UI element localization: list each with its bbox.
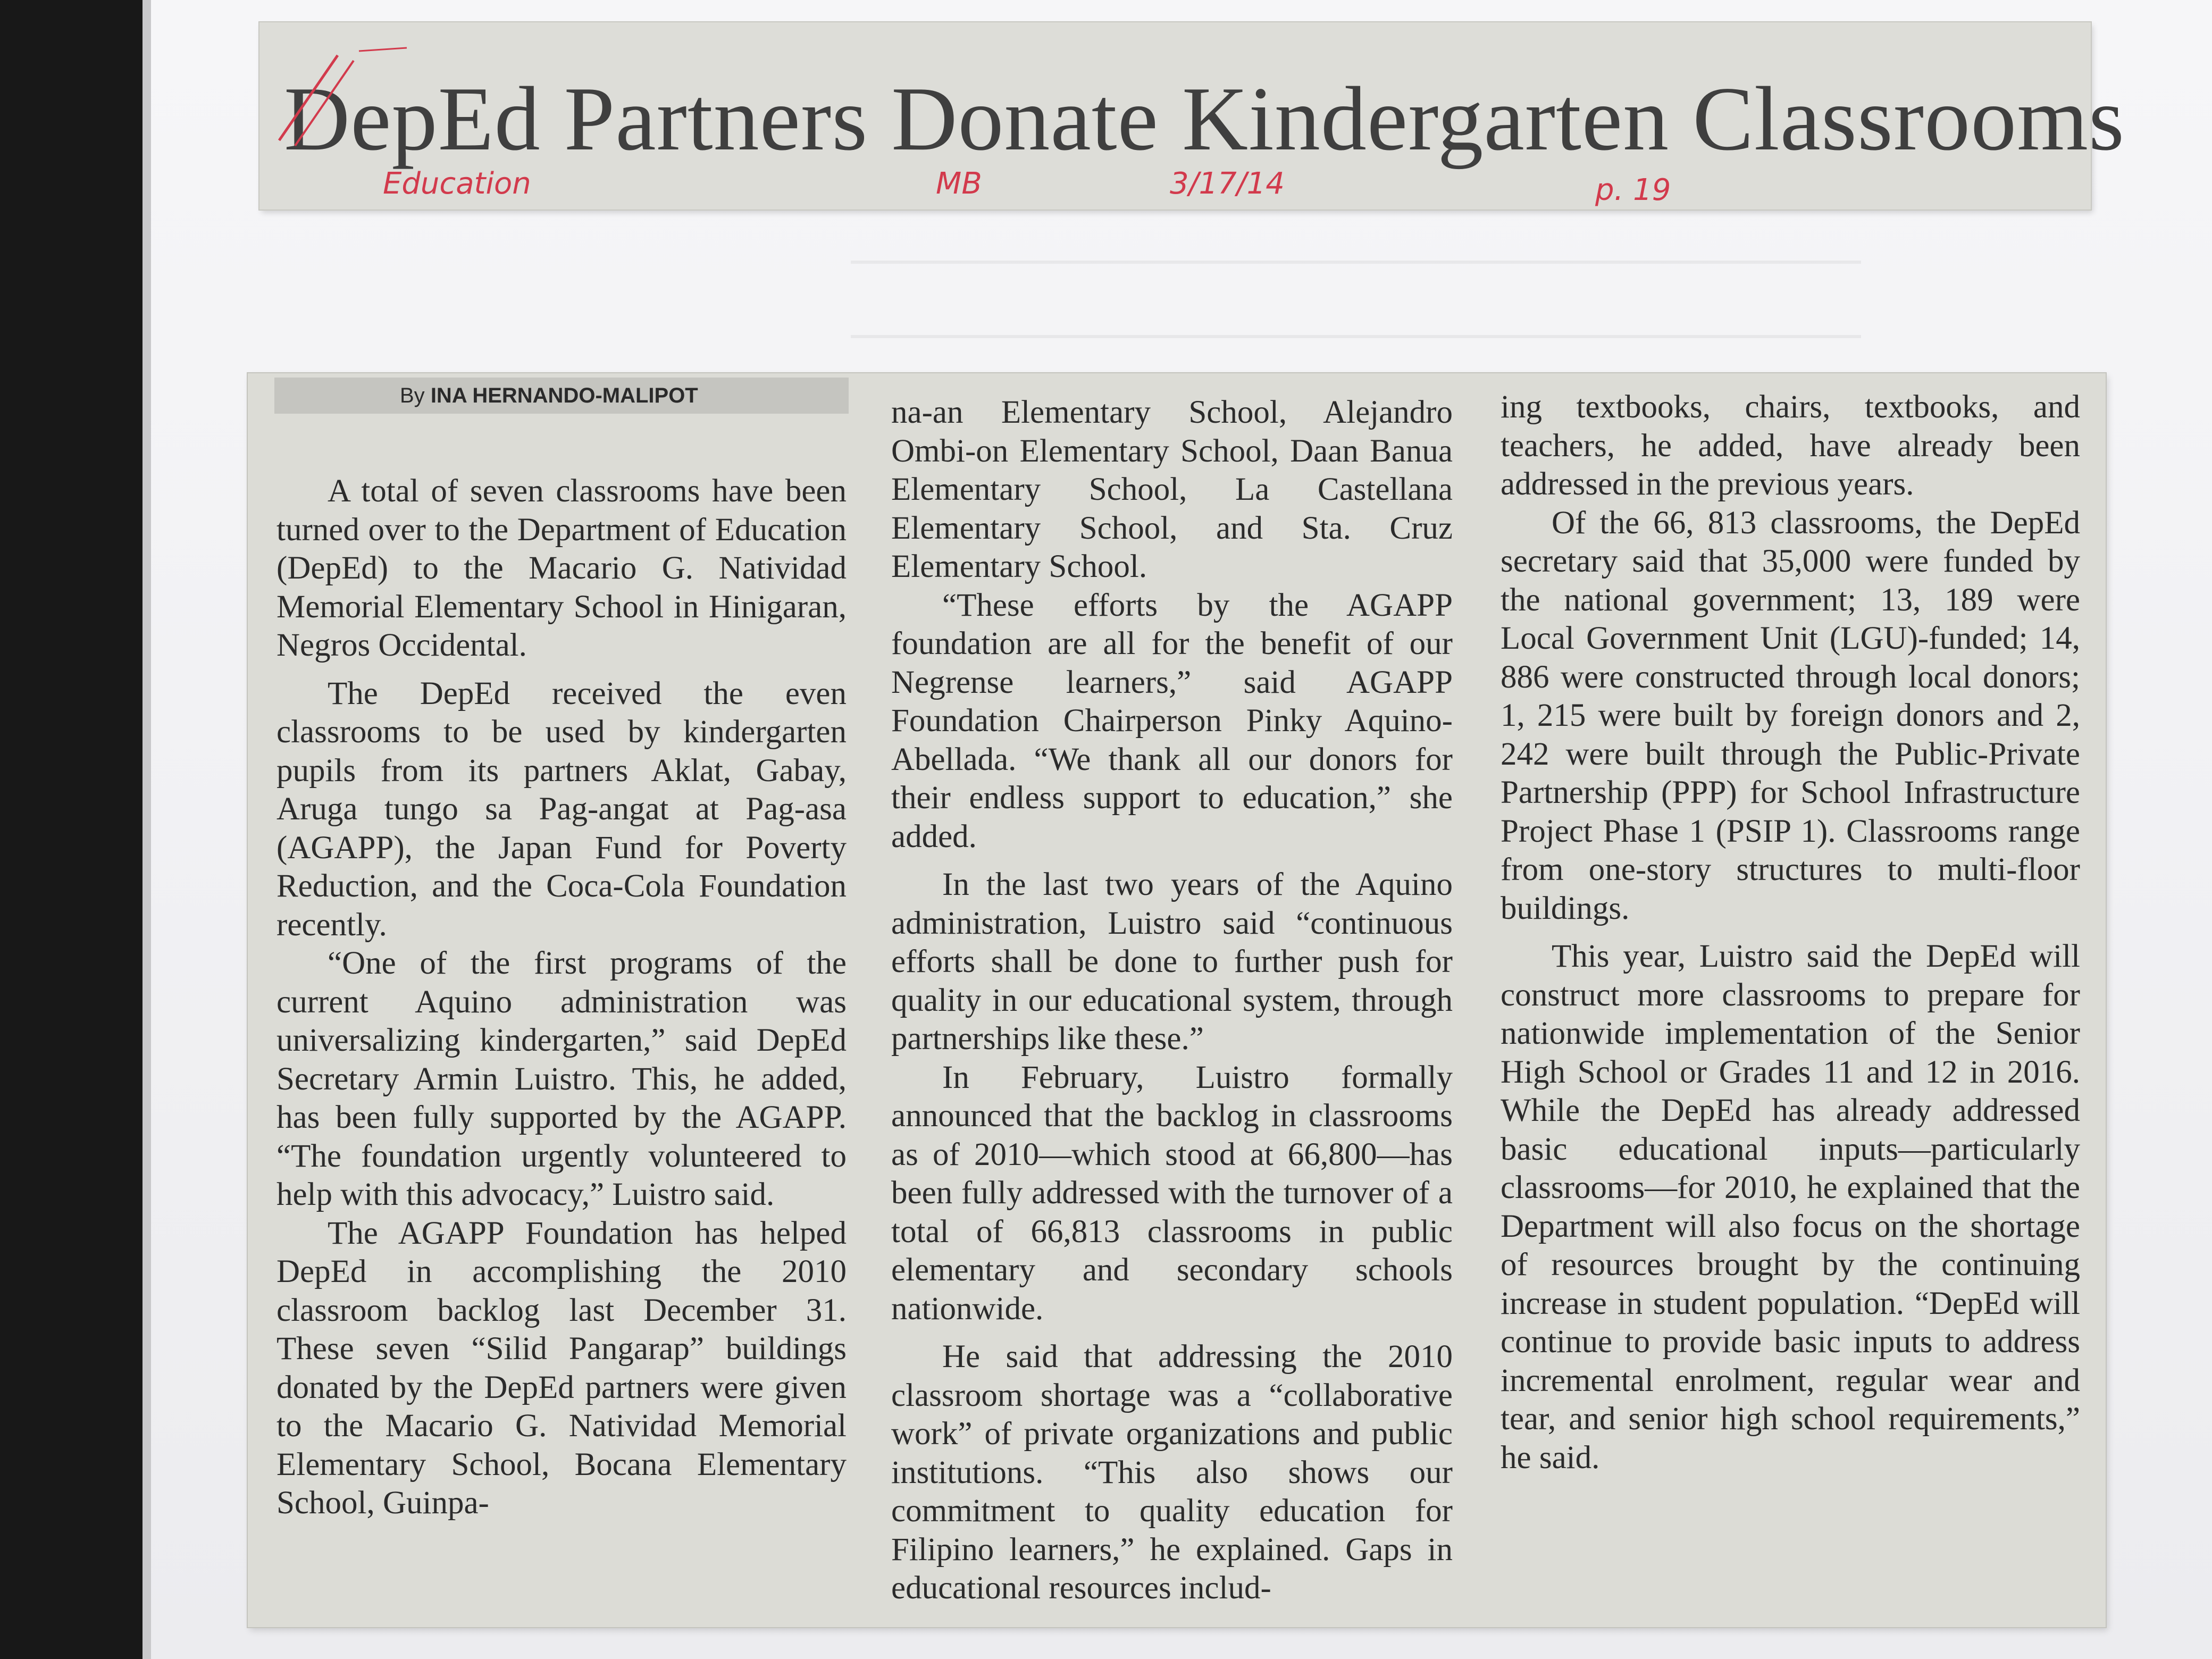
paper-edge [143, 0, 151, 1659]
desk-background [0, 0, 143, 1659]
article-paragraph: na-an Elementary School, Alejandro Ombi-on Elementary School, Daan Banua Elementary School, La Castellana Elementary School, and Sta. Cruz Elementary School. [891, 395, 1453, 584]
article-paragraph: In the last two years of the Aquino administration, Luistro said “continuous efforts shall be done to further push for quality in our educational system, through partnerships like these.” [891, 867, 1453, 1057]
article-column-3 [1501, 388, 2080, 1477]
byline-prefix: By [400, 384, 425, 407]
article-column-1 [276, 472, 847, 1523]
article-paragraph: “One of the first programs of the current Aquino administration was universalizing kindergarten,” said DepEd Secretary Armin Luistro. This, he added, has been fully supported by the AGAPP. “The foundation urgently volunteered to help with this advocacy,” Luistro said. [276, 945, 847, 1212]
article-paragraph: He said that addressing the 2010 classroom shortage was a “collaborative work” of private organizations and public institutions. “This also shows our commitment to quality education for Filipino learners,” he explained. Gaps in educational resources includ- [891, 1339, 1453, 1606]
article-paragraph: This year, Luistro said the DepEd will construct more classrooms to prepare for nationwide implementation of the Senior High School or Grades 11 and 12 in 2016. While the DepEd has already addressed basic educational inputs—particularly classrooms—for 2010, he explained that the Department will also focus on the shortage of resources brought by the continuing increase in student population. “DepEd will continue to provide basic inputs to address incremental enrolment, regular wear and tear, and senior high school requirements,” he said. [1501, 939, 2080, 1476]
handwritten-page-note: p. 19 [1595, 173, 1671, 207]
article-paragraph: Of the 66, 813 classrooms, the DepEd secretary said that 35,000 were funded by the national government; 13, 189 were Local Government Unit (LGU)-funded; 14, 886 were constructed through local donors; 1, 215 were built by foreign donors and 2, 242 were built through the Public-Private Partnership (PPP) for School Infrastructure Project Phase 1 (PSIP 1). Classrooms range from one-story structures to multi-floor buildings. [1501, 505, 2080, 926]
handwritten-section-note: Education [383, 166, 531, 201]
handwritten-publication-note: MB [936, 166, 982, 201]
red-slash-mark [274, 45, 412, 151]
byline-author: INA HERNANDO-MALIPOT [430, 384, 698, 407]
article-paragraph: In February, Luistro formally announced that the backlog in classrooms as of 2010—which stood at 66,800—has been fully addressed with the turnover of a total of 66,813 classrooms in public elementary and secondary schools nationwide. [891, 1059, 1453, 1327]
article-paragraph: The AGAPP Foundation has helped DepEd in accomplishing the 2010 classroom backlog last December 31. These seven “Silid Pangarap” buildings donated by the DepEd partners were given to the Macario G. Natividad Memorial Elementary School, Bocana Elementary School, Guinpa- [276, 1215, 847, 1521]
article-paragraph: “These efforts by the AGAPP foundation are all for the benefit of our Negrense learners,” said AGAPP Foundation Chairperson Pinky Aquino-Abellada. “We thank all our donors for their endless support to education,” she added. [891, 587, 1453, 854]
article-paragraph: A total of seven classrooms have been turned over to the Department of Education (DepEd) to the Macario G. Natividad Memorial Elementary School in Hinigaran, Negros Occidental. [276, 473, 847, 663]
article-paragraph: The DepEd received the even classrooms to be used by kindergarten pupils from its partners Aklat, Gabay, Aruga tungo sa Pag-angat at Pag-asa (AGAPP), the Japan Fund for Poverty Reduction, and the Coca-Cola Foundation recently. [276, 675, 847, 943]
article-paragraph: ing textbooks, chairs, textbooks, and teachers, he added, have already been addressed in the previous years. [1501, 389, 2080, 502]
article-column-2 [891, 393, 1453, 1608]
byline [400, 382, 698, 409]
handwritten-date-note: 3/17/14 [1170, 166, 1285, 201]
headline: DepEd Partners Donate Kindergarten Classrooms [284, 69, 2125, 170]
